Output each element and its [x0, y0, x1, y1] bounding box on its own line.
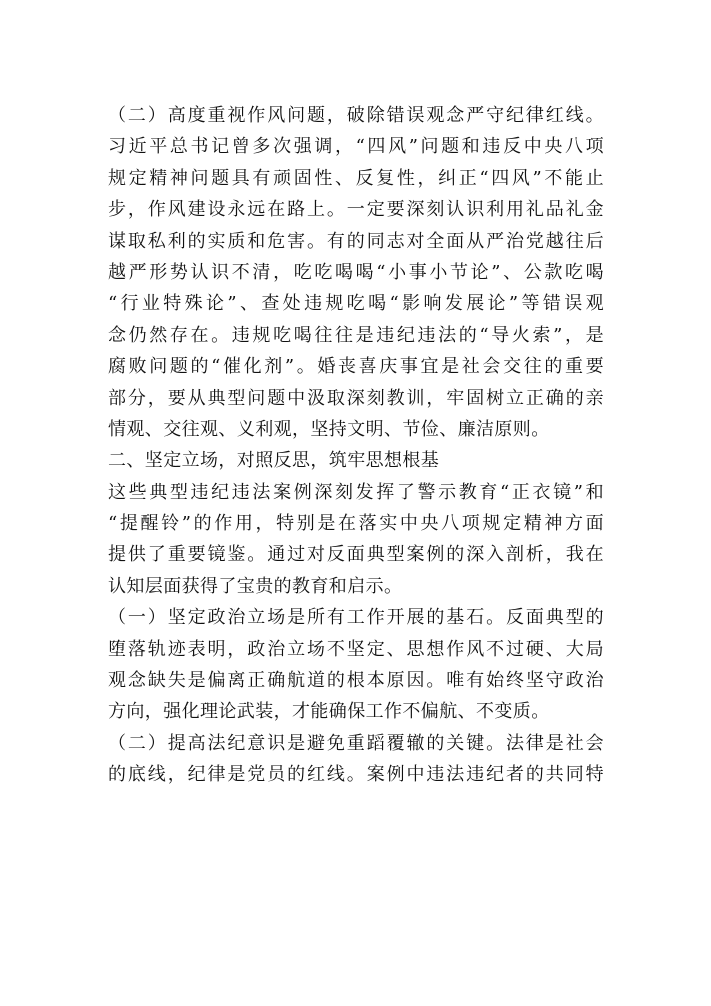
paragraph-line: 观念缺失是偏离正确航道的根本原因。唯有始终坚守政治	[108, 670, 604, 692]
paragraph-line: 提供了重要镜鉴。通过对反面典型案例的深入剖析，我在	[108, 544, 604, 566]
paragraph-line: 堕落轨迹表明，政治立场不坚定、思想作风不过硬、大局	[108, 638, 604, 660]
paragraph-line: “行业特殊论”、查处违规吃喝“影响发展论”等错误观	[108, 293, 604, 315]
paragraph-line: 情观、交往观、义利观，坚持文明、节俭、廉洁原则。	[108, 418, 550, 440]
paragraph-line: 的底线，纪律是党员的红线。案例中违法违纪者的共同特	[108, 764, 604, 786]
paragraph-line: “提醒铃”的作用，特别是在落实中央八项规定精神方面	[108, 513, 604, 535]
paragraph-line: 腐败问题的“催化剂”。婚丧喜庆事宜是社会交往的重要	[108, 356, 604, 378]
paragraph-line: 部分，要从典型问题中汲取深刻教训，牢固树立正确的亲	[108, 387, 604, 409]
paragraph-line: 规定精神问题具有顽固性、反复性，纠正“四风”不能止	[108, 167, 604, 189]
paragraph-line: （一）坚定政治立场是所有工作开展的基石。反面典型的	[108, 607, 604, 629]
paragraph-line: 念仍然存在。违规吃喝往往是违纪违法的“导火索”，是	[108, 324, 604, 346]
paragraph-line: 越严形势认识不清，吃吃喝喝“小事小节论”、公款吃喝	[108, 261, 604, 283]
paragraph-line: 这些典型违纪违法案例深刻发挥了警示教育“正衣镜”和	[108, 481, 604, 503]
paragraph-line: 步，作风建设永远在路上。一定要深刻认识利用礼品礼金	[108, 199, 604, 221]
document-page	[108, 100, 604, 791]
paragraph-line: 习近平总书记曾多次强调，“四风”问题和违反中央八项	[108, 136, 604, 158]
paragraph-line: （二）提高法纪意识是避免重蹈覆辙的关键。法律是社会	[108, 732, 604, 754]
paragraph-line: 方向，强化理论武装，才能确保工作不偏航、不变质。	[108, 701, 550, 723]
paragraph-line: （二）高度重视作风问题，破除错误观念严守纪律红线。	[108, 105, 604, 126]
paragraph-line: 谋取私利的实质和危害。有的同志对全面从严治党越往后	[108, 230, 604, 252]
section-heading: 二、坚定立场，对照反思，筑牢思想根基	[108, 450, 440, 472]
paragraph-line: 认知层面获得了宝贵的教育和启示。	[108, 575, 403, 597]
